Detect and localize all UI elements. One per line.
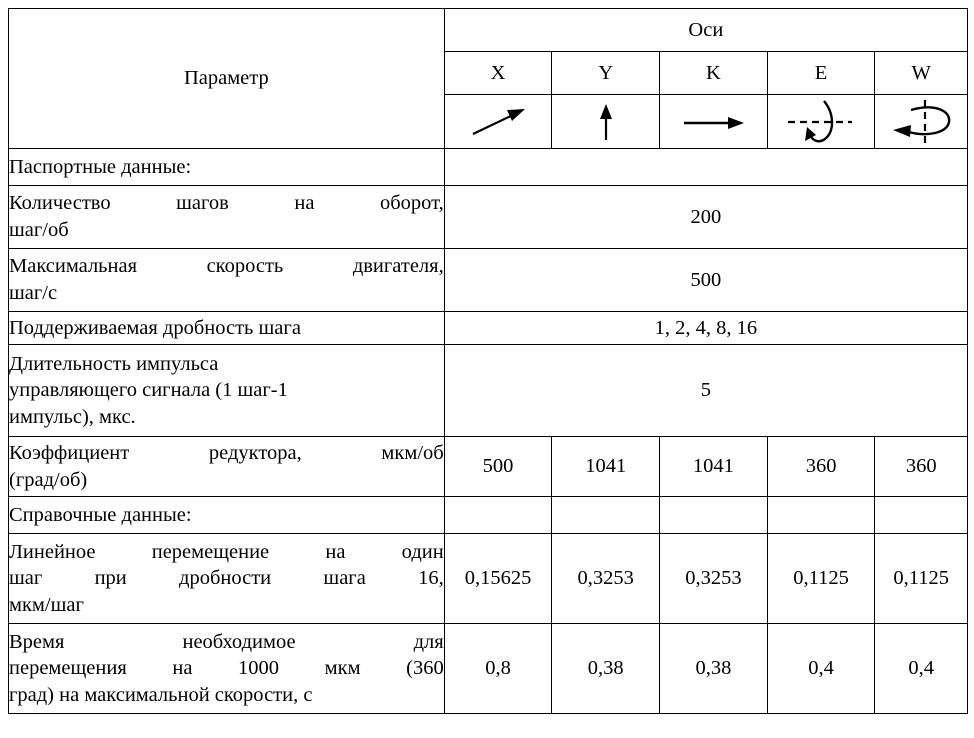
param-label-line: (град/об) [9, 468, 88, 491]
header-axis-y: Y [552, 52, 660, 95]
param-label-linear-step [9, 534, 445, 624]
section-reference-empty-cell-k [660, 497, 768, 534]
table-row [9, 345, 968, 437]
axis-icon-cell-w [875, 95, 968, 149]
param-label-line: шаг/об [9, 219, 69, 241]
param-label-line: шаг/с [9, 282, 58, 304]
section-reference-empty-cell-e [767, 497, 875, 534]
value-pulse-duration: 5 [444, 345, 967, 437]
table-row [9, 437, 968, 497]
param-label-max-speed [9, 249, 445, 312]
header-parameter: Параметр [9, 9, 445, 149]
value-gear-ratio-x: 500 [444, 437, 552, 497]
param-label-line: мкм/шаг [9, 593, 84, 616]
axis-icon-cell-y [552, 95, 660, 149]
param-label-move-time [9, 624, 445, 714]
param-label-line: шаг при дробности шага 16, [9, 567, 444, 590]
value-max-speed: 500 [444, 249, 967, 312]
value-move-time-w: 0,4 [875, 624, 968, 714]
param-label-line: Длительность импульса [9, 352, 219, 375]
table-row [9, 534, 968, 624]
axis-icon-cell-e [767, 95, 875, 149]
value-linear-step-k: 0,3253 [660, 534, 768, 624]
param-label-line: Время необходимое для [9, 630, 444, 653]
section-reference-empty-cell-x [444, 497, 552, 534]
table-row-section-reference [9, 497, 968, 534]
value-gear-ratio-e: 360 [767, 437, 875, 497]
value-gear-ratio-k: 1041 [660, 437, 768, 497]
arrow-right-icon [660, 100, 767, 144]
axis-icon-cell-x [444, 95, 552, 149]
param-label-line: Линейное перемещение на один [9, 540, 444, 563]
param-label-gear-ratio [9, 437, 445, 497]
header-axes-group: Оси [444, 9, 967, 52]
value-linear-step-w: 0,1125 [875, 534, 968, 624]
table-row [9, 249, 968, 312]
parameters-table [8, 8, 968, 714]
param-label-steps-per-rev [9, 186, 445, 249]
axis-icon-cell-k [660, 95, 768, 149]
value-move-time-x: 0,8 [444, 624, 552, 714]
arrow-diagonal-up-right-icon [445, 100, 552, 144]
header-axis-w: W [875, 52, 968, 95]
header-axis-e: E [767, 52, 875, 95]
param-label-line: Максимальная скорость двигателя, [9, 255, 444, 278]
param-label-line: управляющего сигнала (1 шаг-1 [9, 379, 288, 402]
param-label-line: Поддерживаемая дробность шага [9, 316, 301, 339]
table-row [9, 312, 968, 345]
value-gear-ratio-w: 360 [875, 437, 968, 497]
value-microstepping: 1, 2, 4, 8, 16 [444, 312, 967, 345]
section-reference-empty-cell-y [552, 497, 660, 534]
arrow-up-icon [552, 100, 659, 144]
value-linear-step-e: 0,1125 [767, 534, 875, 624]
param-label-line: импульс), мкс. [9, 405, 136, 428]
value-linear-step-y: 0,3253 [552, 534, 660, 624]
header-axis-x: X [444, 52, 552, 95]
table-row-section-passport [9, 149, 968, 186]
table-row [9, 186, 968, 249]
rotation-about-horizontal-axis-icon [768, 97, 875, 147]
section-passport-empty-cell [444, 149, 967, 186]
value-move-time-k: 0,38 [660, 624, 768, 714]
param-label-line: Коэффициент редуктора, мкм/об [9, 441, 444, 464]
table-row [9, 624, 968, 714]
section-title-reference: Справочные данные: [9, 497, 445, 534]
table-header-row-title [9, 9, 968, 52]
value-linear-step-x: 0,15625 [444, 534, 552, 624]
header-axis-k: K [660, 52, 768, 95]
rotation-about-vertical-axis-icon [875, 97, 967, 147]
param-label-line: перемещения на 1000 мкм (360 [9, 657, 444, 680]
param-label-microstepping [9, 312, 445, 345]
section-reference-empty-cell-w [875, 497, 968, 534]
value-move-time-e: 0,4 [767, 624, 875, 714]
section-title-passport: Паспортные данные: [9, 149, 445, 186]
value-gear-ratio-y: 1041 [552, 437, 660, 497]
param-label-line: град) на максимальной скорости, с [9, 683, 313, 706]
value-steps-per-rev: 200 [444, 186, 967, 249]
value-move-time-y: 0,38 [552, 624, 660, 714]
param-label-pulse-duration [9, 345, 445, 437]
param-label-line: Количество шагов на оборот, [9, 192, 444, 215]
